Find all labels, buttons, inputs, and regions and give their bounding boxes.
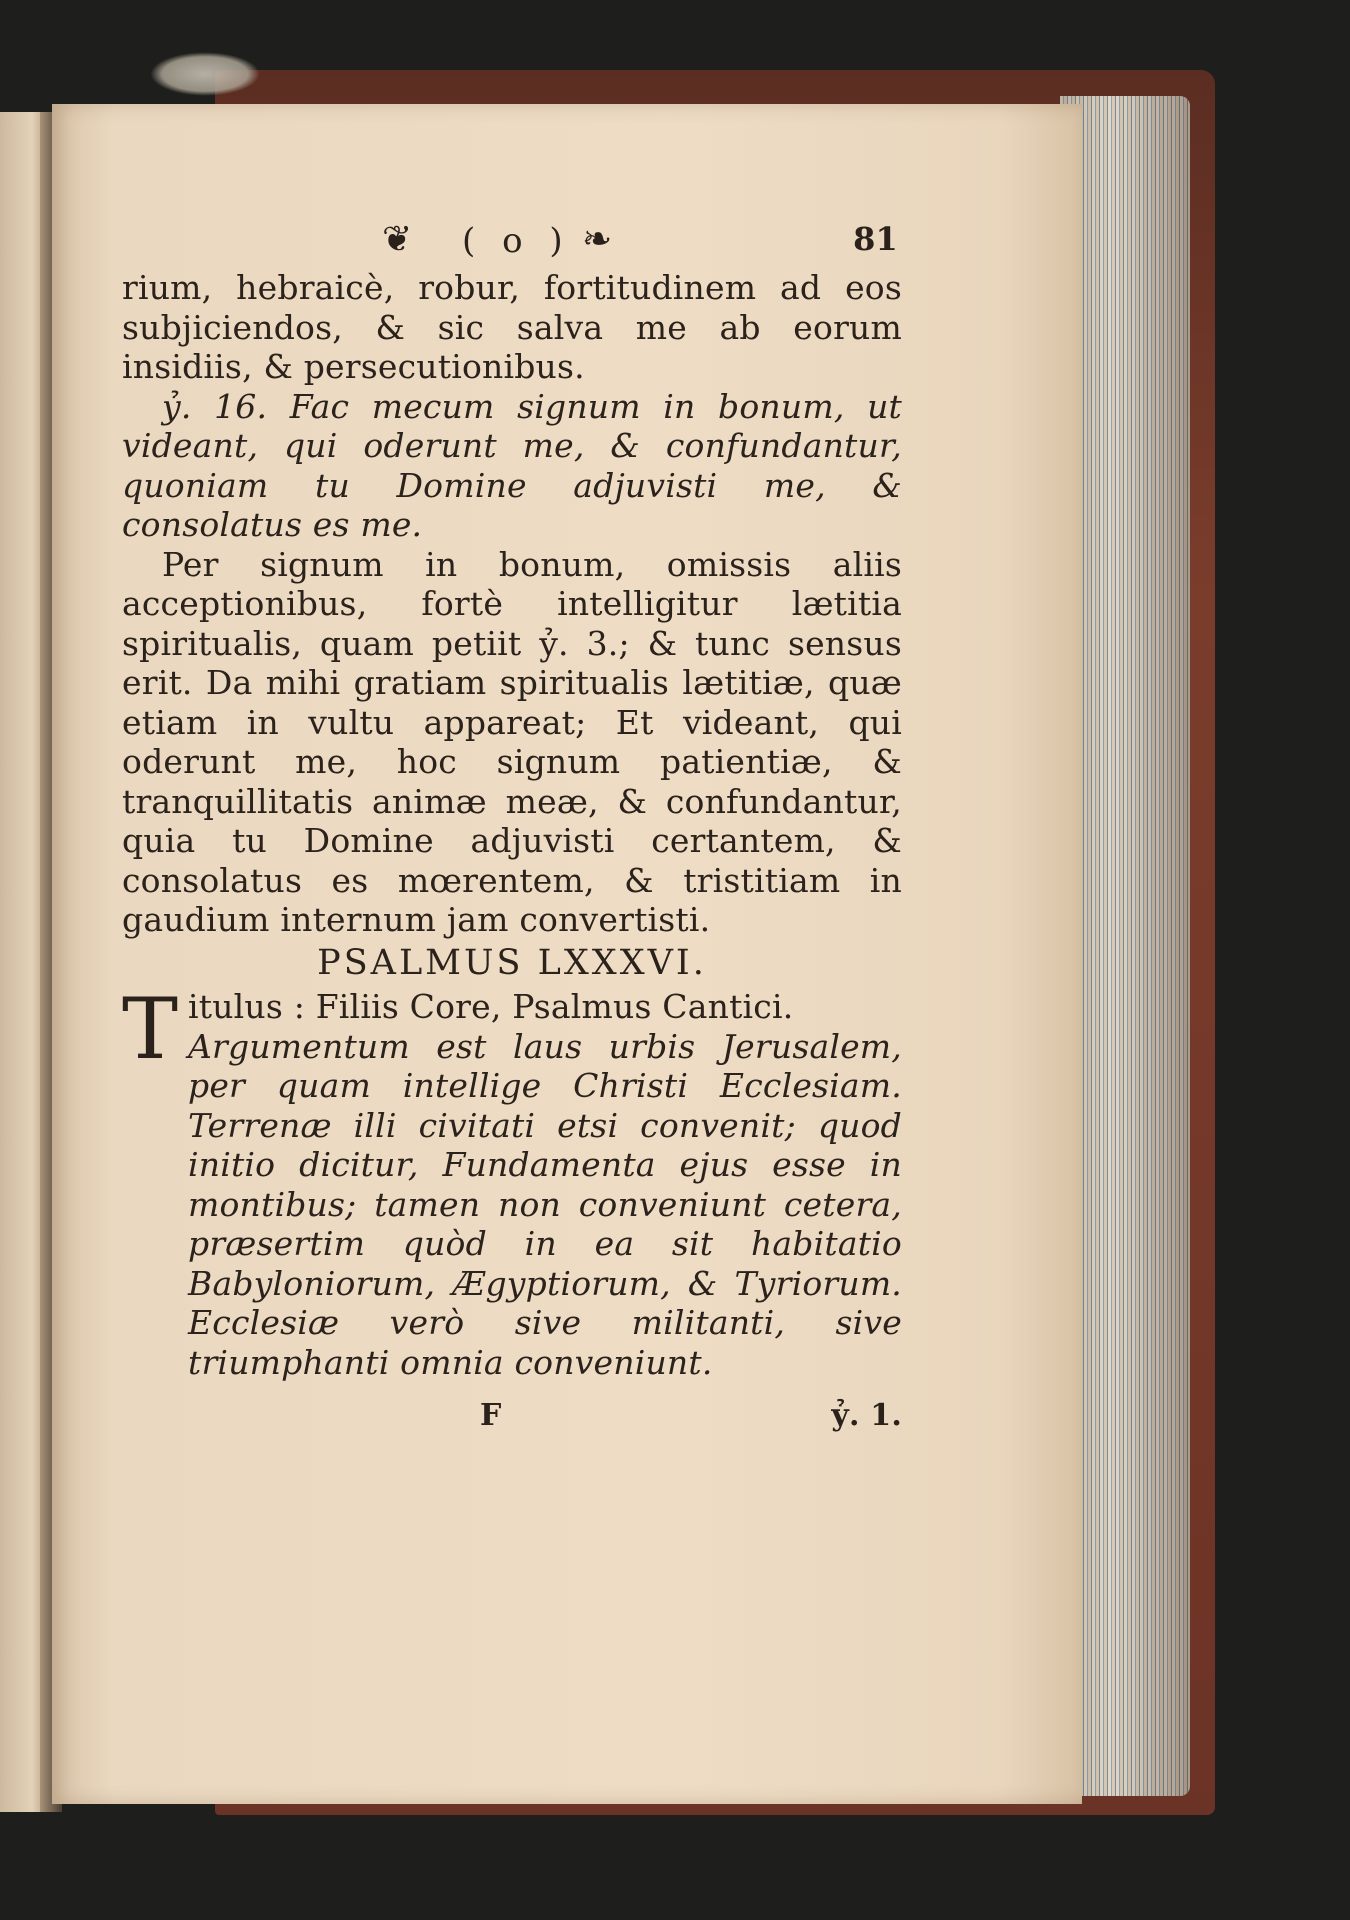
ornament-left-icon: ❦ — [382, 219, 413, 260]
paragraph-continuation: rium, hebraicè, robur, fortitudinem ad eos subjiciendos, & sic salva me ab eorum insidiis, & persecutionibus. — [122, 268, 902, 386]
title-line: itulus : Filiis Core, Psalmus Cantici. — [188, 987, 794, 1026]
page-text — [122, 219, 902, 1440]
argument-paragraph: Argumentum est laus urbis Jerusalem, per quam intellige Christi Ecclesiam. Terrenæ illi civitati etsi convenit; quod initio dicitur, Fundamenta ejus esse in montibus; tamen non conveniunt cetera, præsertim quòd in ea sit habitatio Babyloniorum, Ægyptiorum, & Tyriorum. Ecclesiæ verò sive militanti, sive triumphanti omnia conveniunt. — [188, 1026, 902, 1382]
verse-16: ỷ. 16. Fac mecum signum in bonum, ut videant, qui oderunt me, & confundantur, quoniam tu Domine adjuvisti me, & consolatus es me. — [122, 386, 902, 544]
head-number: ( o ) — [462, 221, 571, 261]
psalm-title: PSALMUS LXXXVI. — [317, 942, 707, 983]
signature-mark: F — [480, 1398, 502, 1433]
running-head — [122, 219, 902, 266]
page-footer — [122, 1396, 902, 1440]
commentary-paragraph: Per signum in bonum, omissis aliis acceptionibus, fortè intelligitur lætitia spiritualis, quam petiit ỷ. 3.; & tunc sensus erit. Da mihi gratiam spiritualis lætitiæ, quæ etiam in vultu appareat; Et videant, qui oderunt me, hoc signum patientiæ, & tranquillitatis animæ meæ, & confundantur, quia tu Domine adjuvisti certantem, & consolatus es mœrentem, & tristitiam in gaudium internum jam convertisti. — [122, 544, 902, 939]
title-paragraph — [122, 980, 902, 1382]
drop-cap: T — [122, 980, 179, 1078]
bookmark-thread — [150, 52, 260, 96]
page-number: 81 — [853, 220, 898, 258]
catchword: ỷ. 1. — [831, 1398, 902, 1433]
ornament-right-icon: ❧ — [582, 219, 613, 260]
